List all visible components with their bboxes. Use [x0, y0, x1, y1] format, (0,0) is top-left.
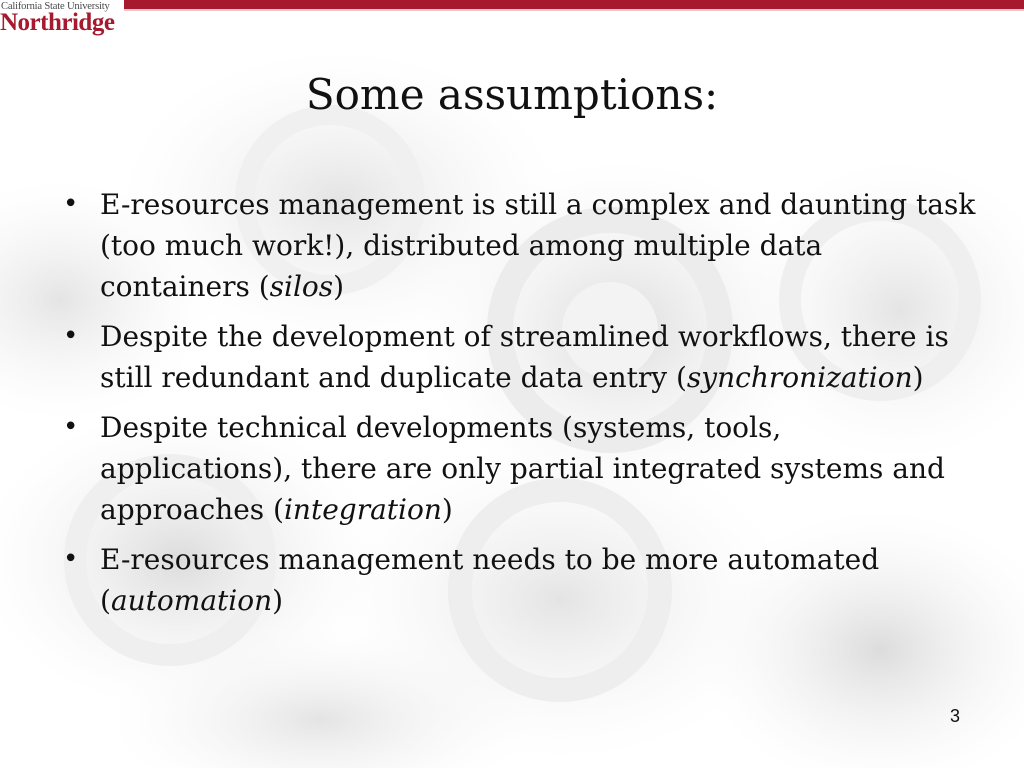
bullet-text-end: ) [333, 270, 345, 303]
logo-campus-name: Northridge [0, 9, 115, 36]
bullet-text: Despite the development of streamlined workflows, there is still redundant and duplicate data entry ( [100, 320, 949, 394]
bullet-text-end: ) [272, 584, 284, 617]
bullet-marker: • [63, 189, 79, 219]
slide-title: Some assumptions: [305, 70, 719, 119]
bullet-emphasis: silos [269, 270, 334, 303]
bullet-emphasis: automation [110, 584, 273, 617]
bullet-emphasis: synchronization [686, 361, 913, 394]
bullet-emphasis: integration [283, 493, 442, 526]
bullet-marker: • [63, 321, 79, 351]
bullet-item [60, 316, 980, 398]
university-logo [0, 0, 124, 40]
bullet-text: E-resources management needs to be more automated ( [100, 543, 880, 617]
bullet-text-end: ) [441, 493, 453, 526]
bullet-item [60, 407, 980, 530]
header-accent-bar [118, 0, 1024, 9]
bullet-marker: • [63, 412, 79, 442]
logo-university-line: California State University [1, 0, 110, 12]
bullet-text-end: ) [912, 361, 924, 394]
bullet-text: Despite technical developments (systems, tools, applications), there are only partial integrated systems and approaches ( [100, 411, 945, 526]
header-accent-shadow [118, 9, 1024, 11]
bullet-text: E-resources management is still a complex and daunting task (too much work!), distributed among multiple data containers ( [100, 188, 976, 303]
slide-page-number: 3 [949, 706, 960, 726]
bullet-marker: • [63, 544, 79, 574]
bullet-item [60, 539, 980, 621]
bullet-item [60, 184, 980, 307]
bullet-list [60, 184, 980, 630]
